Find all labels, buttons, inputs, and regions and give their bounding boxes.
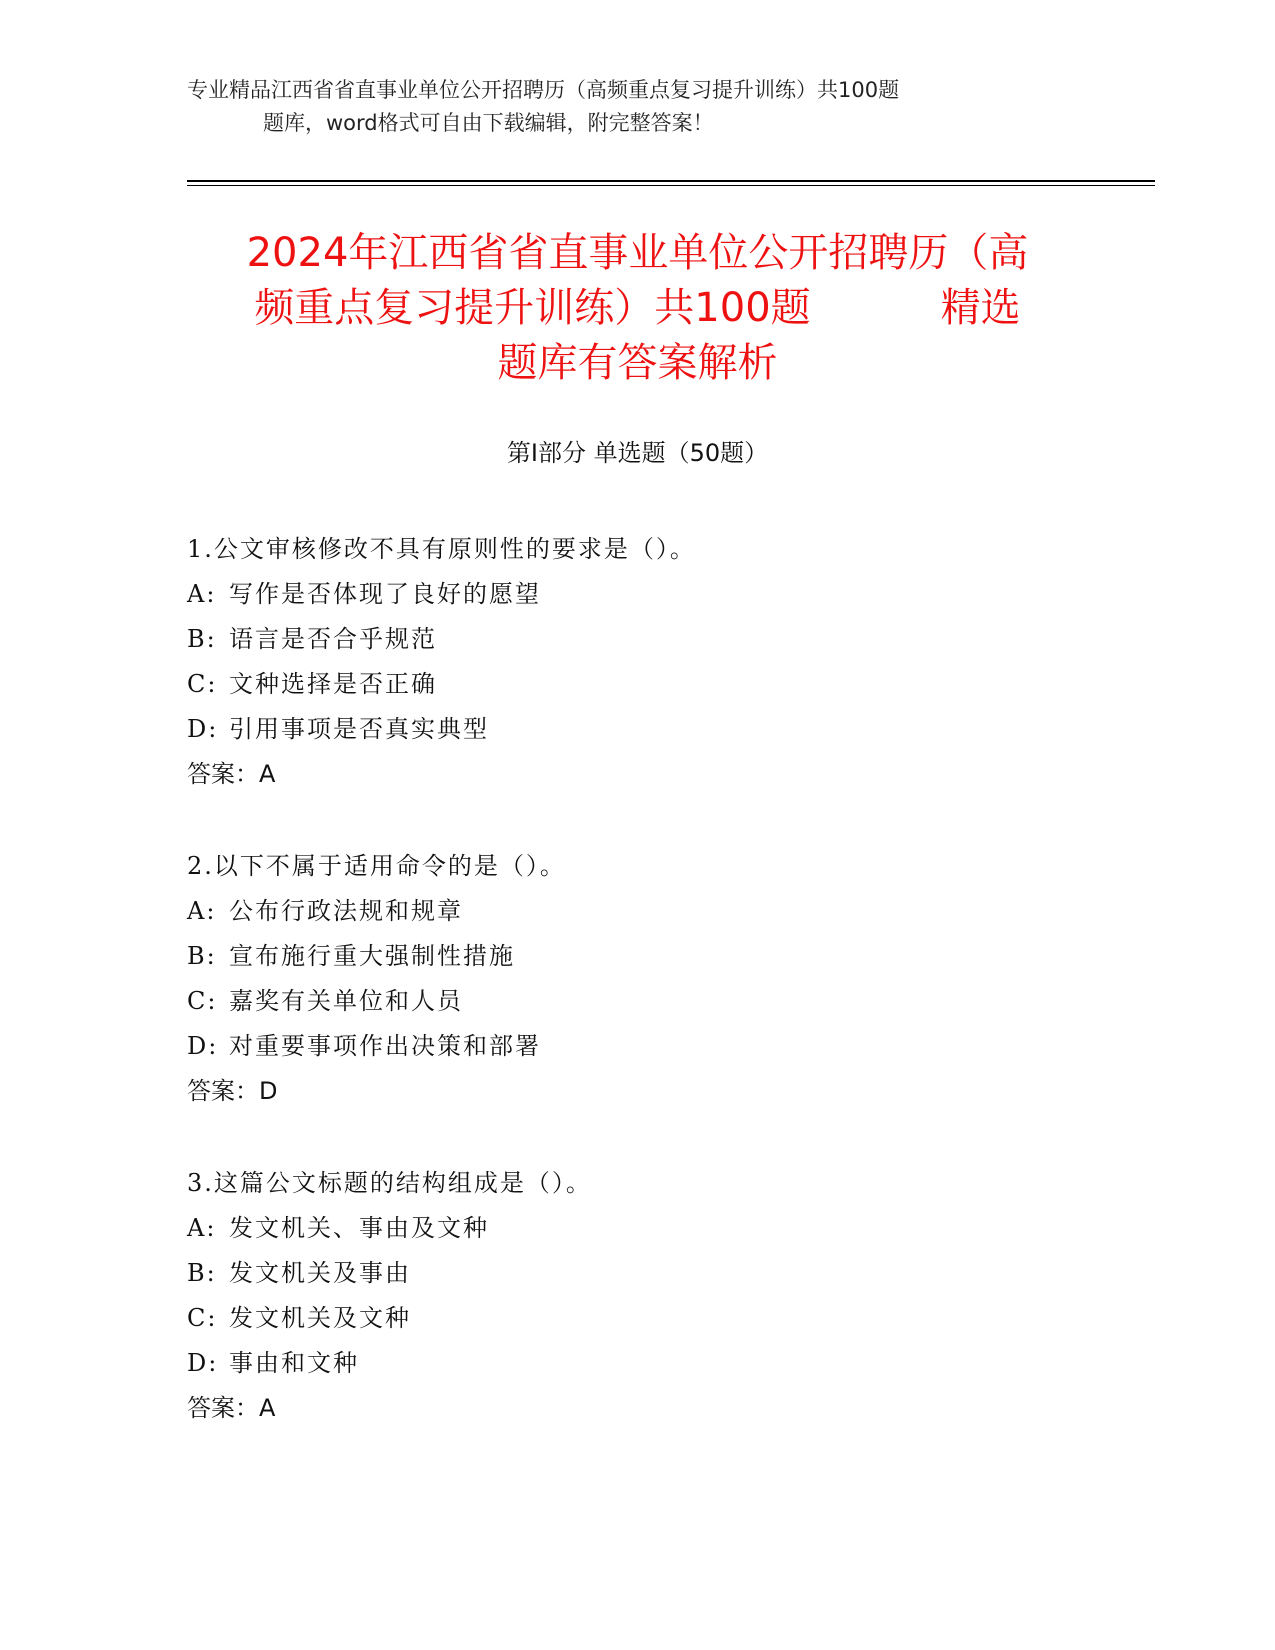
option-text: 嘉奖有关单位和人员: [229, 987, 463, 1015]
title-line-2: [150, 281, 1125, 336]
question-answer: 答案：D: [187, 1077, 278, 1105]
question-answer: 答案：A: [187, 1394, 276, 1422]
header-line-1: 专业精品江西省省直事业单位公开招聘历（高频重点复习提升训练）共100题: [187, 78, 900, 102]
question-item: [187, 527, 1147, 797]
option-key: B:: [187, 625, 217, 653]
question-option: [187, 1206, 1147, 1251]
question-option: [187, 889, 1147, 934]
question-option: [187, 1296, 1147, 1341]
title-line-3: 题库有答案解析: [497, 340, 778, 386]
option-key: B:: [187, 942, 217, 970]
option-key: D:: [187, 1032, 219, 1060]
option-text: 公布行政法规和规章: [229, 897, 463, 925]
option-key: A:: [187, 897, 217, 925]
question-item: [187, 844, 1147, 1114]
question-option: [187, 1024, 1147, 1069]
option-text: 事由和文种: [229, 1349, 359, 1377]
option-text: 引用事项是否真实典型: [229, 715, 489, 743]
question-stem: 1.公文审核修改不具有原则性的要求是（）。: [187, 535, 696, 563]
question-option: [187, 662, 1147, 707]
header-rule-thick: [187, 180, 1155, 182]
title-line-2-main: 频重点复习提升训练）共100题: [254, 285, 811, 331]
question-option: [187, 617, 1147, 662]
option-text: 发文机关及事由: [229, 1259, 411, 1287]
question-option: [187, 1341, 1147, 1386]
question-option: [187, 707, 1147, 752]
question-option: [187, 572, 1147, 617]
page-header: [187, 74, 1087, 140]
question-option: [187, 934, 1147, 979]
option-key: C:: [187, 670, 218, 698]
document-title: [150, 226, 1125, 391]
option-text: 写作是否体现了良好的愿望: [229, 580, 541, 608]
header-rule-thin: [187, 185, 1155, 186]
question-answer: 答案：A: [187, 760, 276, 788]
option-key: C:: [187, 1304, 218, 1332]
question-stem: 3.这篇公文标题的结构组成是（）。: [187, 1169, 592, 1197]
option-text: 对重要事项作出决策和部署: [229, 1032, 541, 1060]
option-key: D:: [187, 1349, 219, 1377]
header-line-2: 题库，word格式可自由下载编辑，附完整答案！: [263, 111, 714, 135]
section-title: 第Ⅰ部分 单选题（50题）: [506, 439, 769, 467]
option-key: A:: [187, 1214, 217, 1242]
question-stem: 2.以下不属于适用命令的是（）。: [187, 852, 566, 880]
option-key: A:: [187, 580, 217, 608]
option-key: B:: [187, 1259, 217, 1287]
question-option: [187, 1251, 1147, 1296]
title-line-1: 2024年江西省省直事业单位公开招聘历（高: [246, 230, 1029, 276]
option-text: 语言是否合乎规范: [229, 625, 437, 653]
question-item: [187, 1161, 1147, 1431]
option-text: 发文机关及文种: [229, 1304, 411, 1332]
question-option: [187, 979, 1147, 1024]
option-text: 宣布施行重大强制性措施: [229, 942, 515, 970]
option-key: D:: [187, 715, 219, 743]
option-key: C:: [187, 987, 218, 1015]
title-line-2-tail: 精选: [940, 285, 1021, 331]
option-text: 文种选择是否正确: [229, 670, 437, 698]
option-text: 发文机关、事由及文种: [229, 1214, 489, 1242]
question-list: [187, 527, 1147, 1478]
